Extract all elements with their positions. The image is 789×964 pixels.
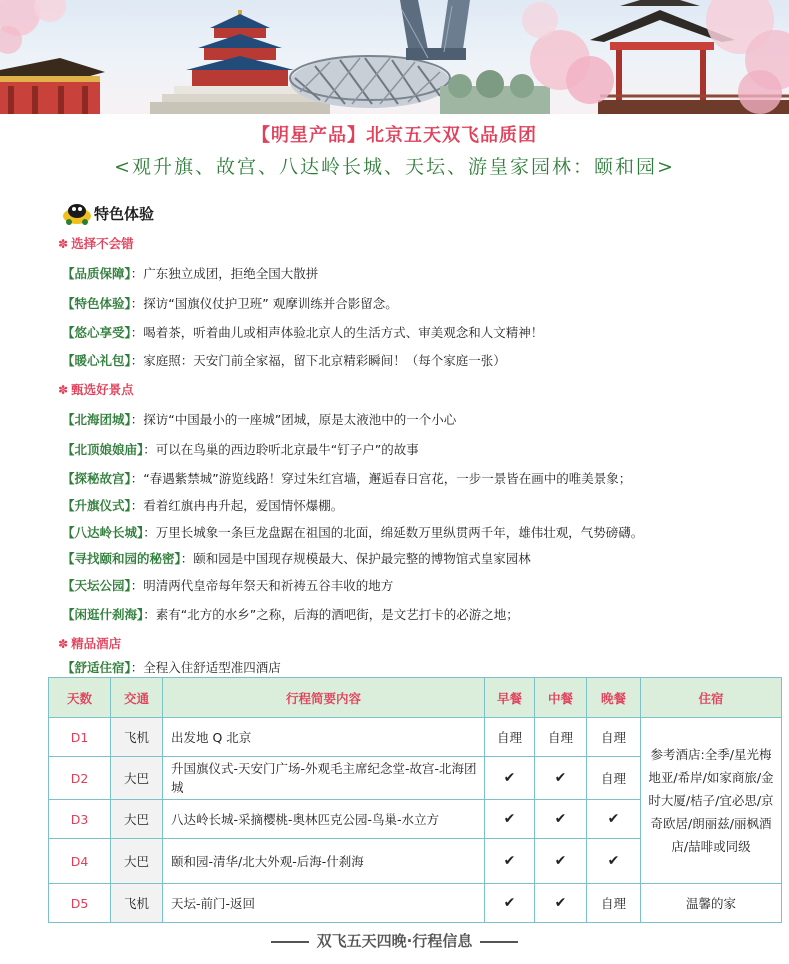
feature-text: ：喝着茶，听着曲儿或相声体验北京人的生活方式、审美观念和人文精神！ <box>130 325 544 340</box>
feature-text: ：“春遇紫禁城”游览线路！穿过朱红宫墙，邂逅春日宫花，一步一景皆在画中的唯美景象； <box>130 471 632 486</box>
feature-tag: 【北海团城】 <box>62 412 131 427</box>
lunch-cell: 自理 <box>535 718 587 757</box>
feature-line <box>62 576 393 594</box>
feature-text: ：探访“中国最小的一座城”团城，原是太液池中的一个小心 <box>130 412 457 427</box>
feature-tag: 【悠心享受】 <box>62 325 131 340</box>
transport-cell: 飞机 <box>111 884 163 923</box>
table-row <box>49 884 782 923</box>
feature-text: ：全程入住舒适型准四酒店 <box>130 660 281 675</box>
lunch-cell: ✔ <box>535 800 587 839</box>
breakfast-cell: ✔ <box>485 800 535 839</box>
feature-tag: 【暖心礼包】 <box>62 353 131 368</box>
day-cell: D4 <box>49 839 111 884</box>
lunch-cell: ✔ <box>535 884 587 923</box>
transport-cell: 飞机 <box>111 718 163 757</box>
feature-heading-text: 特色体验 <box>94 205 155 223</box>
feature-line <box>62 440 419 458</box>
day-cell: D3 <box>49 800 111 839</box>
transport-cell: 大巴 <box>111 800 163 839</box>
header-lunch: 中餐 <box>535 678 587 718</box>
lunch-cell: ✔ <box>535 757 587 800</box>
transport-cell: 大巴 <box>111 757 163 800</box>
dinner-cell: ✔ <box>587 839 641 884</box>
feature-text: ：可以在鸟巢的西边聆听北京最牛“钉子户”的故事 <box>143 442 419 457</box>
feature-tag: 【北顶娘娘庙】 <box>62 442 144 457</box>
header-breakfast: 早餐 <box>485 678 535 718</box>
header-dinner: 晚餐 <box>587 678 641 718</box>
flower-icon: ✽ <box>58 637 69 651</box>
feature-text: ：探访“国旗仪仗护卫班” 观摩训练并合影留念。 <box>130 296 398 311</box>
feature-tag: 【八达岭长城】 <box>62 525 144 540</box>
breakfast-cell: 自理 <box>485 718 535 757</box>
feature-text: ：颐和园是中国现存规模最大、保护最完整的博物馆式皇家园林 <box>180 551 531 566</box>
breakfast-cell: ✔ <box>485 757 535 800</box>
itinerary-table <box>48 677 782 923</box>
header-hotel: 住宿 <box>641 678 782 718</box>
feature-tag: 【天坛公园】 <box>62 578 131 593</box>
dinner-cell: 自理 <box>587 757 641 800</box>
content-cell: 八达岭长城-采摘樱桃-奥林匹克公园-鸟巢-水立方 <box>163 800 485 839</box>
page-title: 【明星产品】北京五天双飞品质团 <box>252 125 537 146</box>
feature-tag: 【寻找颐和园的秘密】 <box>62 551 181 566</box>
flower-icon: ✽ <box>58 237 69 251</box>
feature-line <box>62 549 531 567</box>
group-label: 精品酒店 <box>71 636 122 651</box>
content-cell: 升国旗仪式-天安门广场-外观毛主席纪念堂-故宫-北海团城 <box>163 757 485 800</box>
content-cell: 颐和园-清华/北大外观-后海-什刹海 <box>163 839 485 884</box>
feature-line <box>62 469 631 487</box>
feature-line <box>62 496 343 514</box>
feature-tag: 【闲逛什刹海】 <box>62 607 144 622</box>
table-row <box>49 718 782 757</box>
divider <box>271 941 309 943</box>
feature-tag: 【品质保障】 <box>62 266 131 281</box>
feature-text: ：万里长城象一条巨龙盘踞在祖国的北面，绵延数万里纵贯两千年，雄伟壮观，气势磅礴。 <box>143 525 644 540</box>
hotel-cell-last: 温馨的家 <box>641 884 782 923</box>
feature-line <box>62 264 318 282</box>
content-cell: 天坛-前门-返回 <box>163 884 485 923</box>
header-content: 行程简要内容 <box>163 678 485 718</box>
content-cell: 出发地 Q 北京 <box>163 718 485 757</box>
dinner-cell: 自理 <box>587 718 641 757</box>
feature-line <box>62 658 281 676</box>
feature-line <box>62 351 506 369</box>
feature-tag: 【舒适住宿】 <box>62 660 131 675</box>
day-cell: D2 <box>49 757 111 800</box>
feature-text: ：明清两代皇帝每年祭天和祈祷五谷丰收的地方 <box>130 578 394 593</box>
footer-caption <box>0 930 789 951</box>
feature-text: ：家庭照：天安门前全家福，留下北京精彩瞬间！（每个家庭一张） <box>130 353 506 368</box>
feature-line <box>62 323 543 341</box>
feature-line <box>62 410 456 428</box>
feature-text: ：看着红旗冉冉升起，爱国情怀爆棚。 <box>130 498 344 513</box>
feature-tag: 【升旗仪式】 <box>62 498 131 513</box>
footer-text: 双飞五天四晚·行程信息 <box>316 932 473 950</box>
feature-line <box>62 605 519 623</box>
divider <box>480 941 518 943</box>
dinner-cell: ✔ <box>587 800 641 839</box>
car-logo-icon <box>62 200 92 226</box>
feature-tag: 【特色体验】 <box>62 296 131 311</box>
day-cell: D1 <box>49 718 111 757</box>
group-heading-choose <box>58 234 134 252</box>
table-header-row <box>49 678 782 718</box>
beijing-landmarks-illustration <box>0 0 789 114</box>
header-banner <box>0 0 789 114</box>
feature-tag: 【探秘故宫】 <box>62 471 131 486</box>
flower-icon: ✽ <box>58 383 69 397</box>
group-label: 选择不会错 <box>71 236 134 251</box>
day-cell: D5 <box>49 884 111 923</box>
breakfast-cell: ✔ <box>485 884 535 923</box>
lunch-cell: ✔ <box>535 839 587 884</box>
page-subtitle: <观升旗、故宫、八达岭长城、天坛、游皇家园林：颐和园> <box>114 156 675 178</box>
header-day: 天数 <box>49 678 111 718</box>
group-heading-hotel <box>58 634 121 652</box>
dinner-cell: 自理 <box>587 884 641 923</box>
transport-cell: 大巴 <box>111 839 163 884</box>
feature-text: ：素有“北方的水乡”之称，后海的酒吧街，是文艺打卡的必游之地； <box>143 607 519 622</box>
feature-text: ：广东独立成团，拒绝全国大散拼 <box>130 266 319 281</box>
hotel-cell: 参考酒店:全季/星光梅地亚/希岸/如家商旅/金时大厦/桔子/宜必思/京奇欧居/朗丽兹/丽枫酒店/喆啡或同级 <box>641 718 782 884</box>
group-heading-spots <box>58 380 134 398</box>
group-label: 甄选好景点 <box>71 382 134 397</box>
feature-line <box>62 523 643 541</box>
header-transport: 交通 <box>111 678 163 718</box>
breakfast-cell: ✔ <box>485 839 535 884</box>
feature-line <box>62 294 398 312</box>
